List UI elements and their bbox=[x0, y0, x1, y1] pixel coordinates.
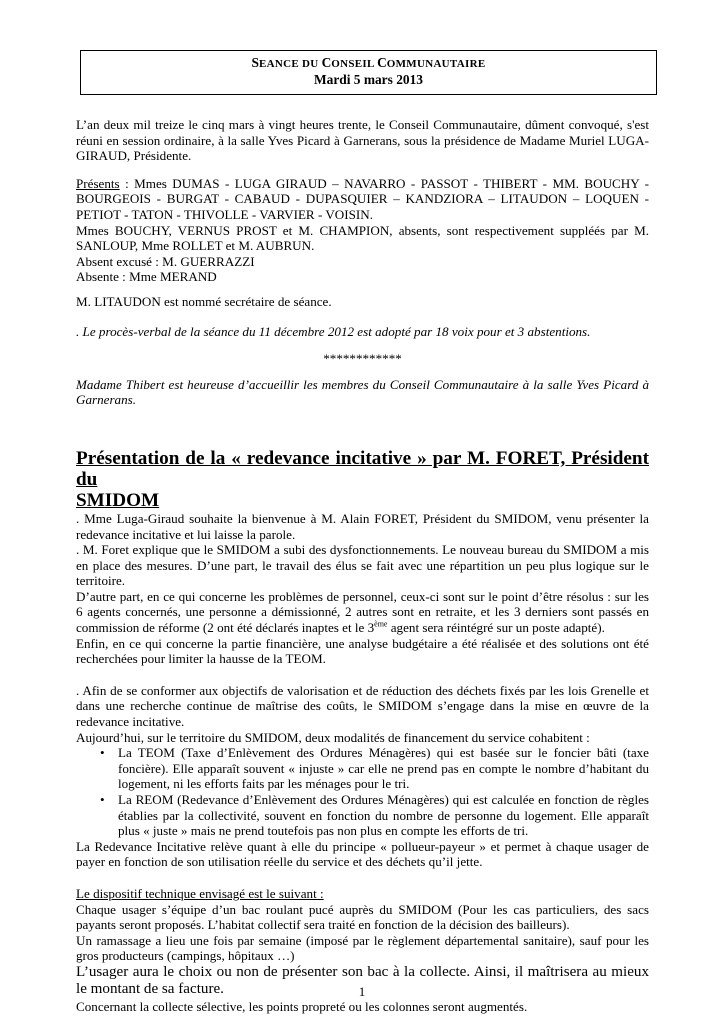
presents-paragraph bbox=[76, 176, 649, 223]
page-number: 1 bbox=[358, 984, 366, 999]
paragraph-finance: Enfin, en ce qui concerne la partie financière, une analyse budgétaire a été réalisée et des solutions ont été recherchées pour limiter la hausse de la TEOM. bbox=[76, 635, 649, 667]
section-title bbox=[76, 448, 649, 511]
session-header-box bbox=[80, 50, 657, 95]
paragraph-welcome-foret: . Mme Luga-Giraud souhaite la bienvenue à M. Alain FORET, Président du SMIDOM, venu présenter la redevance incitative et lui laisse la parole. bbox=[76, 510, 649, 542]
separator-stars: ************ bbox=[323, 351, 402, 367]
paragraph-grenelle: . Afin de se conformer aux objectifs de valorisation et de réduction des déchets fixés par les lois Grenelle et dans une recherche continue de maîtrise des coûts, le SMIDOM s’engage dans la mise en œuvre de la redevance incitative. bbox=[76, 682, 649, 730]
list-item: • La REOM (Redevance d’Enlèvement des Ordures Ménagères) qui est calculée en fonction de règles établies par la collectivité, souvent en fonction du nombre de personne du logement. Elle apparaît plus « juste » mais ne prend toutefois pas non plus en compte les efforts de tri. bbox=[100, 792, 649, 839]
absents-replaced: Mmes BOUCHY, VERNUS PROST et M. CHAMPION, absents, sont respectivement suppléés par M. SANLOUP, Mme ROLLET et M. AUBRUN. bbox=[76, 222, 649, 254]
paragraph-dysfunctions: . M. Foret explique que le SMIDOM a subi des dysfonctionnements. Le nouveau bureau du SMIDOM a mis en place des mesures. D’une part, le travail des élus se fait avec une répartition un peu plus logique sur le territoire. bbox=[76, 542, 649, 589]
bullet-icon: • bbox=[100, 745, 105, 761]
paragraph-modalities: Aujourd’hui, sur le territoire du SMIDOM, deux modalités de financement du service cohabitent : bbox=[76, 729, 590, 745]
intro-paragraph: L’an deux mil treize le cinq mars à vingt heures trente, le Conseil Communautaire, dûment convoqué, s'est réuni en session ordinaire, à la salle Yves Picard à Garnerans, sous la présidence de Madame Muriel LUGA-GIRAUD, Présidente. bbox=[76, 117, 649, 164]
section-title-line2: SMIDOM bbox=[76, 489, 160, 511]
session-title: SEANCE DU CONSEIL COMMUNAUTAIRE bbox=[251, 55, 486, 70]
pv-adopted-line: . Le procès-verbal de la séance du 11 décembre 2012 est adopté par 18 voix pour et 3 abstentions. bbox=[76, 323, 591, 339]
list-item: • La TEOM (Taxe d’Enlèvement des Ordures Ménagères) qui est basée sur le foncier bâti (taxe foncière). Elle apparaît souvent « injuste » car elle ne prend pas en compte le nombre d’habitant du logement, ni les efforts faits par les ménages pour le tri. bbox=[100, 745, 649, 792]
section-title-line1: Présentation de la « redevance incitative » par M. FORET, Président du bbox=[76, 447, 649, 490]
session-date: Mardi 5 mars 2013 bbox=[314, 72, 423, 87]
presents-label: Présents bbox=[76, 175, 120, 191]
paragraph-redevance-incitative: La Redevance Incitative relève quant à elle du principe « pollueur-payeur » et permet à chaque usager de payer en fonction de son utilisation réelle du service et des déchets qu’il jette. bbox=[76, 838, 649, 870]
paragraph-bac: Chaque usager s’équipe d’un bac roulant pucé auprès du SMIDOM (Pour les cas particuliers, des sacs payants seront proposés. L’habitat collectif sera traité en fonction de la décision des bailleurs). bbox=[76, 901, 649, 933]
absent-excuse: Absent excusé : M. GUERRAZZI bbox=[76, 253, 255, 269]
bullet-icon: • bbox=[100, 792, 105, 807]
paragraph-usager-choix: L’usager aura le choix ou non de présenter son bac à la collecte. Ainsi, il maîtrisera au mieux le montant de sa facture. bbox=[76, 963, 649, 998]
dispositif-title: Le dispositif technique envisagé est le suivant : bbox=[76, 885, 324, 901]
paragraph-personnel: D’autre part, en ce qui concerne les problèmes de personnel, ceux-ci sont sur le point d’être résolus : sur les 6 agents concernés, une personne a démissionné, 2 autres sont en retraite, et les 3 derniers sont passés en commission de réforme (2 ont été déclarés inaptes et le 3ème agent sera réintégré sur un poste adapté). bbox=[76, 588, 649, 636]
document-page bbox=[76, 50, 649, 1015]
presents-list: : Mmes DUMAS - LUGA GIRAUD – NAVARRO - PASSOT - THIBERT - MM. BOUCHY - BOURGEOIS - BURGAT - CABAUD - DUPASQUIER – KANDZIORA – LITAUDON – LOQUEN - PETIOT - TATON - THIVOLLE - VARVIER - VOISIN. bbox=[76, 175, 649, 222]
paragraph-ramassage: Un ramassage a lieu une fois par semaine (imposé par le règlement départemental sanitaire), sauf pour les gros producteurs (campings, hôpitaux …) bbox=[76, 932, 649, 964]
absente: Absente : Mme MERAND bbox=[76, 269, 217, 285]
financing-list bbox=[76, 745, 649, 839]
secretary-line: M. LITAUDON est nommé secrétaire de séance. bbox=[76, 293, 332, 309]
paragraph-collecte-selective: Concernant la collecte sélective, les points propreté ou les colonnes seront augmentés. bbox=[76, 998, 528, 1014]
welcome-paragraph: Madame Thibert est heureuse d’accueillir les membres du Conseil Communautaire à la salle Yves Picard à Garnerans. bbox=[76, 376, 649, 408]
